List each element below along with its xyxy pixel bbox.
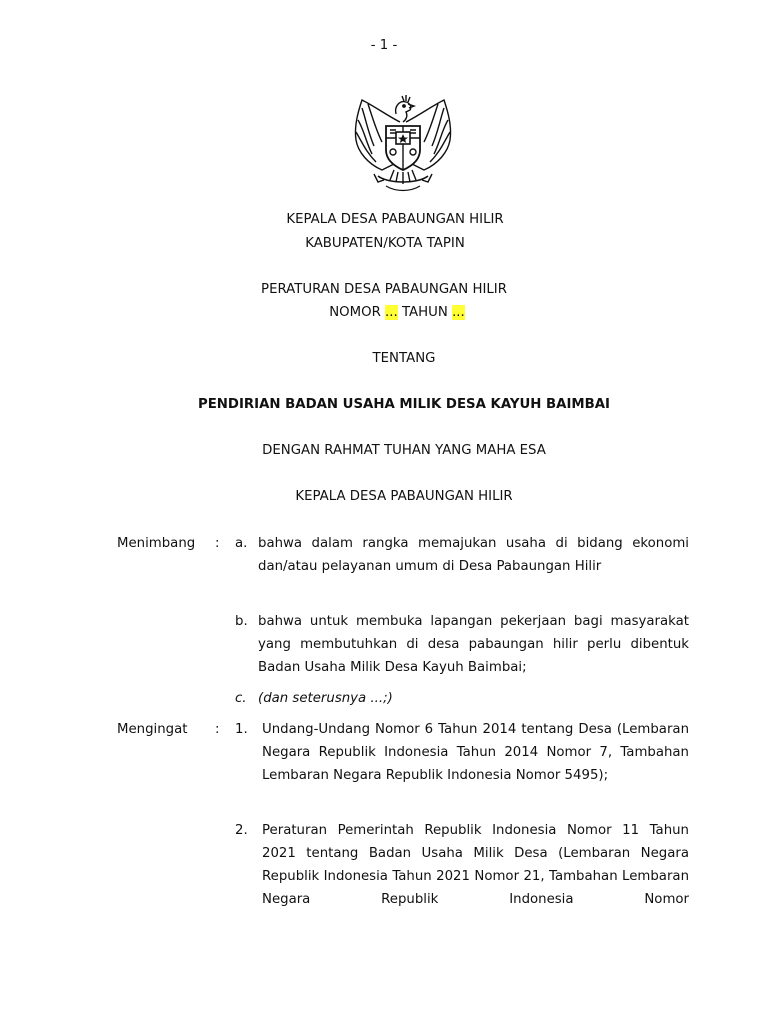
mengingat-item-1: Undang-Undang Nomor 6 Tahun 2014 tentang Desa (Lembaran Negara Republik Indonesia Tahun 2014 Nomor 7, Tambahan Lembaran Negara Republik Indonesia Nomor 5495); — [262, 722, 689, 783]
regulation-subject: PENDIRIAN BADAN USAHA MILIK DESA KAYUH BAIMBAI — [197, 397, 611, 412]
mengingat-section — [117, 718, 689, 812]
header-kepala-desa: KEPALA DESA PABAUNGAN HILIR — [286, 212, 504, 227]
menimbang-marker-b: b. — [235, 614, 248, 629]
nomor-label: NOMOR — [329, 305, 381, 320]
menimbang-item-b: bahwa untuk membuka lapangan pekerjaan bagi masyarakat yang membutuhkan di desa pabaungan hilir perlu dibentuk Badan Usaha Milik Desa Kayuh Baimbai; — [258, 614, 689, 675]
menimbang-label: Menimbang — [117, 536, 196, 551]
header-kabupaten: KABUPATEN/KOTA TAPIN — [305, 236, 465, 251]
mengingat-label: Mengingat — [117, 722, 188, 737]
menimbang-item-a: bahwa dalam rangka memajukan usaha di bidang ekonomi dan/atau pelayanan umum di Desa Pabaungan Hilir — [258, 536, 689, 574]
menimbang-marker-c: c. — [235, 691, 247, 706]
page-number: - 1 - — [370, 38, 398, 53]
regulation-number — [0, 305, 768, 320]
mengingat-colon: : — [215, 722, 220, 737]
mengingat-item-2-row — [117, 819, 689, 913]
mengingat-item-2: Peraturan Pemerintah Republik Indonesia Nomor 11 Tahun 2021 tentang Badan Usaha Milik Desa (Lembaran Negara Republik Indonesia Tahun 2021 Nomor 21, Tambahan Lembaran Negara Republik Indonesia Nomor — [262, 823, 689, 907]
regulation-title: PERATURAN DESA PABAUNGAN HILIR — [261, 282, 507, 297]
nomor-value: ... — [385, 305, 398, 320]
menimbang-item-b-row — [117, 610, 689, 680]
menimbang-marker-a: a. — [235, 536, 248, 551]
authority-line: KEPALA DESA PABAUNGAN HILIR — [295, 489, 513, 504]
tahun-label: TAHUN — [401, 305, 448, 320]
menimbang-item-c: (dan seterusnya ...;) — [258, 691, 393, 706]
tahun-value: ... — [452, 305, 465, 320]
tentang-label: TENTANG — [372, 351, 436, 366]
menimbang-item-c-row — [117, 687, 689, 711]
mengingat-marker-2: 2. — [235, 823, 248, 838]
menimbang-colon: : — [215, 536, 220, 551]
mengingat-marker-1: 1. — [235, 722, 248, 737]
menimbang-section — [117, 532, 689, 602]
rahmat-line: DENGAN RAHMAT TUHAN YANG MAHA ESA — [262, 443, 546, 458]
garuda-pancasila-emblem-icon — [348, 92, 458, 196]
